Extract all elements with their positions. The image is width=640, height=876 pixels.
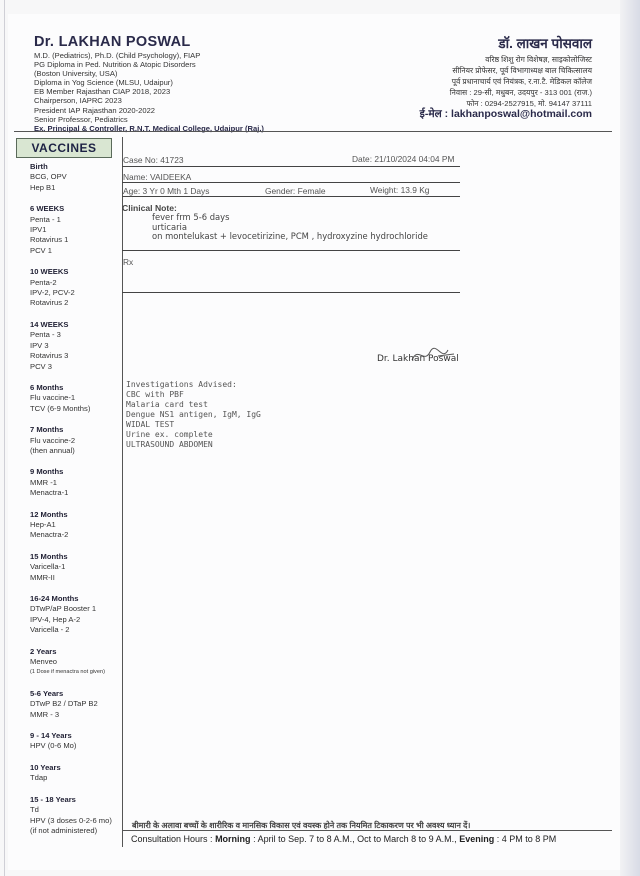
vaccine-group xyxy=(30,204,122,256)
vaccine-item: IPV-4, Hep A-2 xyxy=(30,614,81,624)
vaccine-item: Rotavirus 3 xyxy=(30,351,69,361)
scan-edge-left xyxy=(4,0,5,876)
vaccine-item: Td xyxy=(30,805,39,815)
vaccine-item: IPV 3 xyxy=(30,340,49,350)
vaccine-item: BCG, OPV xyxy=(30,172,67,182)
vaccine-item: Varicella-1 xyxy=(30,562,66,572)
patient-name: Name: VAIDEEKA xyxy=(123,172,192,182)
vaccine-age: Birth xyxy=(30,162,48,171)
doctor-signature: Dr. Lakhan Poswal xyxy=(377,354,459,364)
vaccine-item: Penta - 3 xyxy=(30,330,61,340)
vaccine-item: Penta - 1 xyxy=(30,214,61,224)
investigation-item: Malaria card test xyxy=(126,400,208,409)
vaccine-item: Tdap xyxy=(30,773,48,783)
vaccine-age: 10 WEEKS xyxy=(30,267,69,277)
vaccine-item: PCV 1 xyxy=(30,245,52,255)
vaccine-group xyxy=(30,320,122,372)
doctor-name-english: Dr. LAKHAN POSWAL xyxy=(34,34,191,50)
vaccine-item: HPV (0-6 Mo) xyxy=(30,741,77,751)
letterhead-hindi xyxy=(380,34,592,120)
vaccine-age: 10 Years xyxy=(30,762,61,772)
vaccine-item: PCV 3 xyxy=(30,361,52,371)
hindi-detail-line: पूर्व प्रधानाचार्य एवं नियंत्रक, र.ना.टै. मेडिकल कॉलेज xyxy=(451,77,592,86)
vaccine-group xyxy=(30,267,122,309)
vaccine-item: (then annual) xyxy=(30,445,75,455)
doctor-name-hindi: डॉ. लाखन पोसवाल xyxy=(498,36,592,51)
evening-hours: : 4 PM to 8 PM xyxy=(496,834,557,844)
vaccine-age: 9 Months xyxy=(30,467,64,477)
form-rule xyxy=(122,250,460,251)
vaccine-item: DTwP B2 / DTaP B2 xyxy=(30,699,98,709)
evening-label: Evening xyxy=(459,834,495,844)
vaccine-group xyxy=(30,552,122,583)
vaccine-item: Menactra-1 xyxy=(30,488,69,498)
patient-age: Age: 3 Yr 0 Mth 1 Days xyxy=(123,186,210,196)
vaccine-item: Menveo xyxy=(30,657,58,667)
investigation-item: WIDAL TEST xyxy=(126,420,175,429)
hindi-advice-note: बीमारी के अलावा बच्चों के शारीरिक व मानसिक विकास एवं वयस्क होने तक नियमित टिकाकरण पर भी अवश्य ध्यान दें। xyxy=(132,821,471,830)
footer-divider xyxy=(122,830,612,831)
vaccine-item: Hep-A1 xyxy=(30,519,56,529)
form-rule xyxy=(122,166,460,167)
vaccine-age: 2 Years xyxy=(30,646,57,656)
vaccine-item: HPV (3 doses 0-2-6 mo) xyxy=(30,815,112,825)
vaccine-age: 6 WEEKS xyxy=(30,204,65,214)
qualification-line: Diploma in Yog Science (MLSU, Udaipur) xyxy=(34,78,173,88)
investigations-block xyxy=(126,380,261,450)
vaccine-age: 7 Months xyxy=(30,425,64,435)
hindi-phone-line: फोन : 0294-2527915, मो. 94147 37111 xyxy=(466,99,592,108)
vaccines-heading: VACCINES xyxy=(16,138,112,158)
vaccine-group xyxy=(30,731,122,752)
vaccine-group xyxy=(30,425,122,456)
qualification-line: Chairperson, IAPRC 2023 xyxy=(34,96,122,106)
clinical-note-line: on montelukast + levocetirizine, PCM , hydroxyzine hydrochloride xyxy=(152,231,428,241)
header-divider xyxy=(14,131,612,132)
vaccine-group xyxy=(30,647,122,678)
vaccine-item: Varicella - 2 xyxy=(30,625,70,635)
investigation-item: ULTRASOUND ABDOMEN xyxy=(126,440,213,449)
vaccine-group xyxy=(30,383,122,414)
vaccine-item: MMR -1 xyxy=(30,477,57,487)
vaccine-item: IPV1 xyxy=(30,225,47,235)
vaccine-item: Rotavirus 2 xyxy=(30,298,69,308)
hindi-detail-line: सीनियर प्रोफेसर, पूर्व विभागाध्यक्ष बाल चिकित्सालय xyxy=(452,66,592,75)
vaccine-age: 9 - 14 Years xyxy=(30,731,72,741)
vaccine-item: IPV-2, PCV-2 xyxy=(30,288,75,298)
vaccine-item: Rotavirus 1 xyxy=(30,235,69,245)
visit-date: Date: 21/10/2024 04:04 PM xyxy=(352,154,455,164)
vaccine-age: 15 - 18 Years xyxy=(30,794,76,804)
clinical-note-label: Clinical Note: xyxy=(122,203,177,213)
vaccine-age: 5-6 Years xyxy=(30,688,64,698)
sidebar-divider xyxy=(122,137,123,847)
vaccine-item: Hep B1 xyxy=(30,182,56,192)
rx-label: Rx xyxy=(123,257,134,267)
vaccine-item: Flu vaccine-1 xyxy=(30,393,76,403)
vaccine-group xyxy=(30,795,122,837)
vaccine-item: (if not administered) xyxy=(30,825,98,835)
consultation-hours xyxy=(131,834,556,844)
qualification-line: (Boston University, USA) xyxy=(34,69,118,79)
qualification-line: Senior Professor, Pediatrics xyxy=(34,114,128,124)
form-rule xyxy=(122,292,460,293)
clinical-note-line: fever frm 5-6 days xyxy=(152,212,230,222)
vaccine-schedule xyxy=(30,162,122,836)
morning-label: Morning xyxy=(215,834,251,844)
case-number: Case No: 41723 xyxy=(123,155,184,165)
vaccine-group xyxy=(30,510,122,541)
morning-hours: : April to Sep. 7 to 8 A.M., Oct to March 8 to 9 A.M., xyxy=(253,834,457,844)
vaccine-item: MMR-II xyxy=(30,572,55,582)
vaccine-age: 15 Months xyxy=(30,551,68,561)
investigation-item: CBC with PBF xyxy=(126,390,184,399)
qualification-line: M.D. (Pediatrics), Ph.D. (Child Psychology), FIAP xyxy=(34,51,201,60)
vaccine-age: 14 WEEKS xyxy=(30,319,69,329)
vaccine-age: 16-24 Months xyxy=(30,594,79,603)
vaccine-item: (1 Dose if menactra not given) xyxy=(30,669,105,676)
hindi-address-line: निवास : 29-सी, मधुबन, उदयपुर - 313 001 (राज.) xyxy=(449,88,592,97)
vaccine-group xyxy=(30,689,122,720)
patient-weight: Weight: 13.9 Kg xyxy=(370,185,430,195)
vaccine-group xyxy=(30,594,122,636)
hindi-detail-line: वरिष्ठ शिशु रोग विशेषज्ञ, साइकोलोजिस्ट xyxy=(485,55,592,64)
hours-label: Consultation Hours : xyxy=(131,834,213,844)
clinical-note-line: urticaria xyxy=(152,222,188,232)
vaccine-age: 12 Months xyxy=(30,509,68,519)
vaccine-item: Penta-2 xyxy=(30,277,57,287)
vaccine-group xyxy=(30,763,122,784)
patient-gender: Gender: Female xyxy=(265,186,326,196)
form-rule xyxy=(122,182,460,183)
designation-line: Ex. Principal & Controller, R.N.T. Medical College, Udaipur (Raj.) xyxy=(34,123,264,133)
investigation-item: Urine ex. complete xyxy=(126,430,213,439)
investigation-item: Dengue NS1 antigen, IgM, IgG xyxy=(126,410,261,419)
investigations-label: Investigations Advised: xyxy=(126,380,237,389)
scan-edge-right xyxy=(620,0,640,876)
vaccine-group xyxy=(30,467,122,498)
vaccine-item: Flu vaccine-2 xyxy=(30,435,76,445)
vaccine-age: 6 Months xyxy=(30,382,64,392)
vaccine-group xyxy=(30,162,122,193)
form-rule xyxy=(122,196,460,197)
vaccine-item: MMR - 3 xyxy=(30,709,60,719)
vaccine-item: TCV (6-9 Months) xyxy=(30,403,91,413)
qualification-line: PG Diploma in Ped. Nutrition & Atopic Disorders xyxy=(34,60,196,70)
letterhead-english xyxy=(34,34,334,133)
vaccine-item: Menactra-2 xyxy=(30,530,69,540)
qualification-line: President IAP Rajasthan 2020-2022 xyxy=(34,105,156,115)
email-line: ई-मेल : lakhanposwal@hotmail.com xyxy=(419,108,592,120)
vaccine-item: DTwP/aP Booster 1 xyxy=(30,604,97,614)
qualification-line: EB Member Rajasthan CIAP 2018, 2023 xyxy=(34,87,171,97)
